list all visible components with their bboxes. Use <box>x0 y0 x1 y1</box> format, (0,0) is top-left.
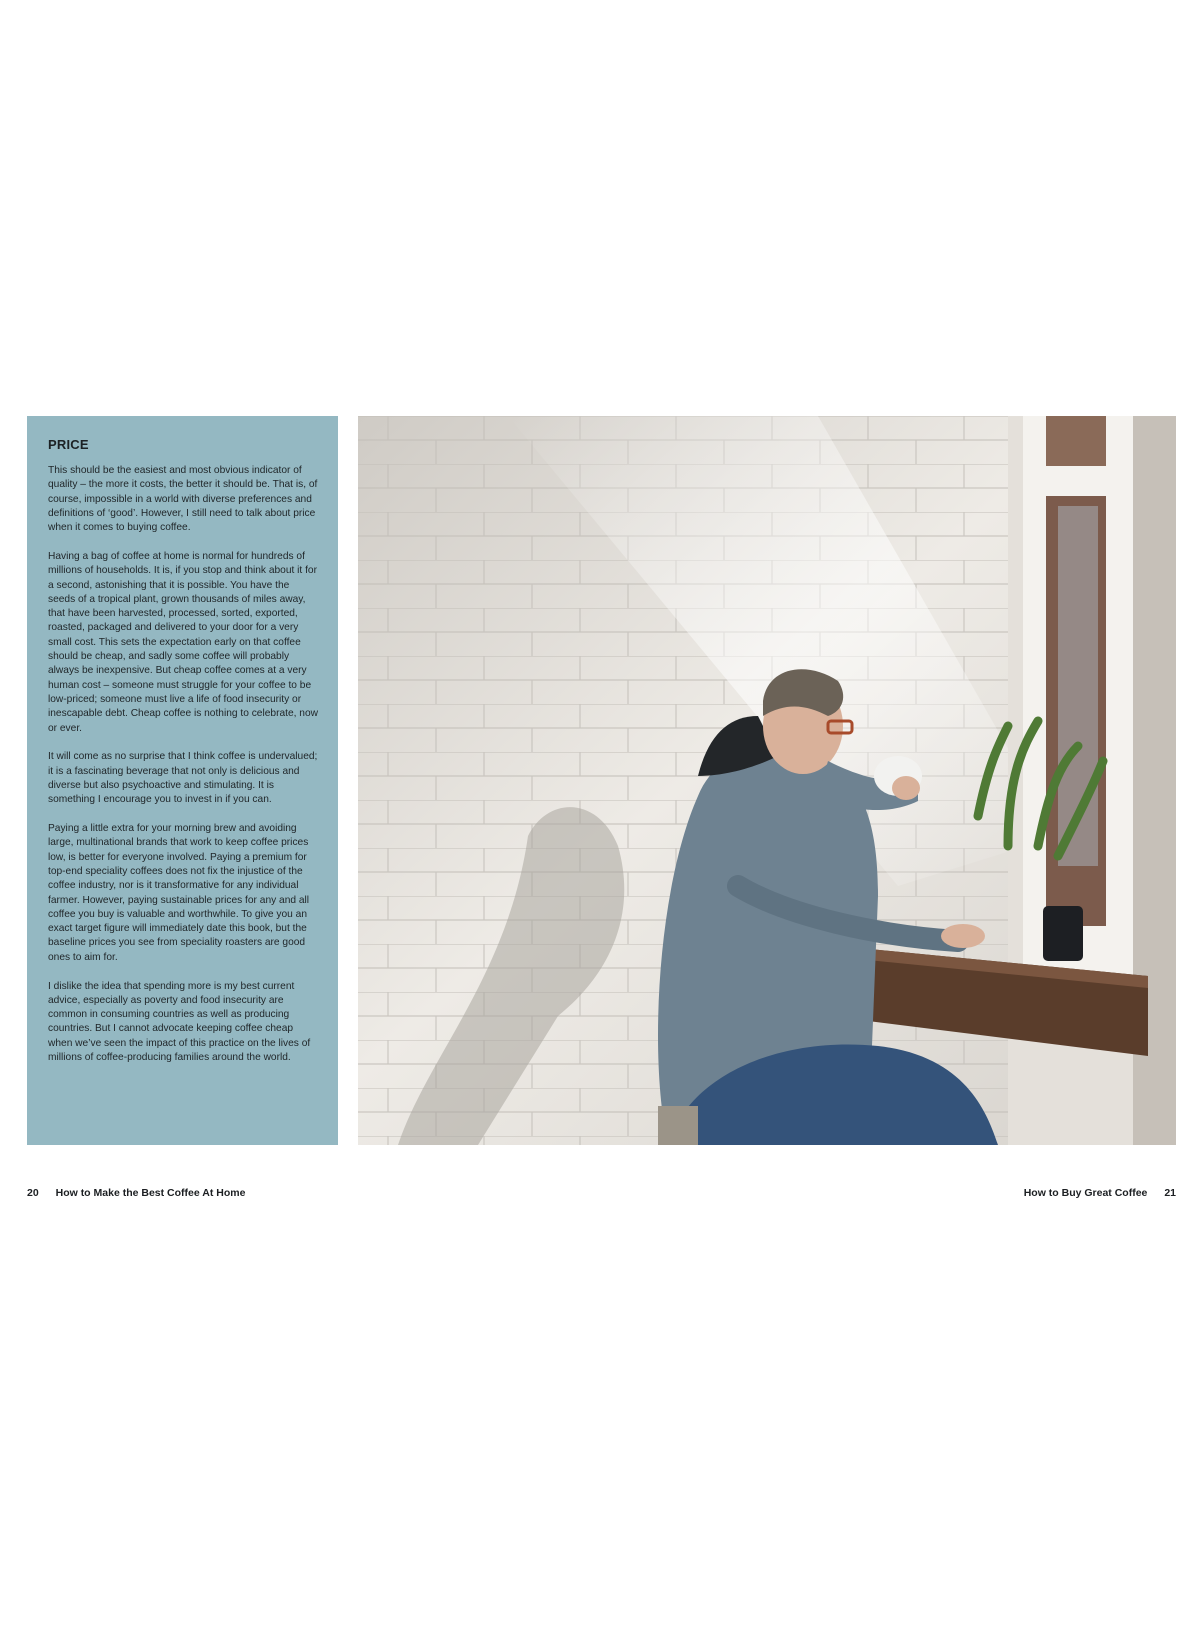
right-page-footer <box>1024 1187 1176 1199</box>
left-page-number: 20 <box>27 1187 39 1199</box>
body-paragraph-1: This should be the easiest and most obvious indicator of quality – the more it costs, the better it should be. That is, of course, impossible in a world with diverse preferences and definitions of ‘good’. However, I still need to talk about price when it comes to buying coffee. <box>48 465 318 534</box>
right-chapter-title: How to Buy Great Coffee <box>1023 1187 1148 1199</box>
left-book-title: How to Make the Best Coffee At Home <box>55 1187 246 1199</box>
body-paragraph-2: Having a bag of coffee at home is normal for hundreds of millions of households. It is, if you stop and think about it for a second, astonishing that it is possible. You have the seeds of a tropical plant, grown thousands of miles away, that have been harvested, processed, sorted, exported, roasted, packaged and delivered to your door for a very small cost. This sets the expectation early on that coffee should be cheap, and sadly some coffee will probably always be inexpensive. But cheap coffee comes at a very human cost – someone must struggle for your coffee to be low-priced; someone must live a life of food insecurity or inescapable debt. Cheap coffee is nothing to celebrate, now or ever. <box>48 550 318 734</box>
section-heading: PRICE <box>48 437 89 452</box>
coffee-drinker-photo <box>358 416 1176 1145</box>
price-sidebar <box>27 416 338 1145</box>
body-paragraph-4: Paying a little extra for your morning brew and avoiding large, multinational brands that work to keep coffee prices low, is better for everyone involved. Paying a premium for top-end speciality coffees does not fix the injustice of the coffee industry, nor is it transformative for any individual farmer. However, paying sustainable prices for any and all coffee you buy is valuable and worthwhile. To give you an exact target figure will immediately date this book, but the baseline prices you see from speciality roasters are good ones to aim for. <box>48 823 310 963</box>
left-page-footer <box>27 1187 245 1199</box>
body-paragraph-3: It will come as no surprise that I think coffee is undervalued; it is a fascinating beverage that not only is delicious and diverse but also psychoactive and stimulating. It is something I encourage you to invest in if you can. <box>48 751 318 806</box>
photo-illustration <box>358 416 1176 1145</box>
right-page-number: 21 <box>1164 1187 1176 1199</box>
body-paragraph-5: I dislike the idea that spending more is my best current advice, especially as poverty and food insecurity are common in consuming countries as well as producing countries. But I cannot advocate keeping coffee cheap when we’ve seen the impact of this practice on the lives of millions of coffee-producing families around the world. <box>48 980 311 1063</box>
